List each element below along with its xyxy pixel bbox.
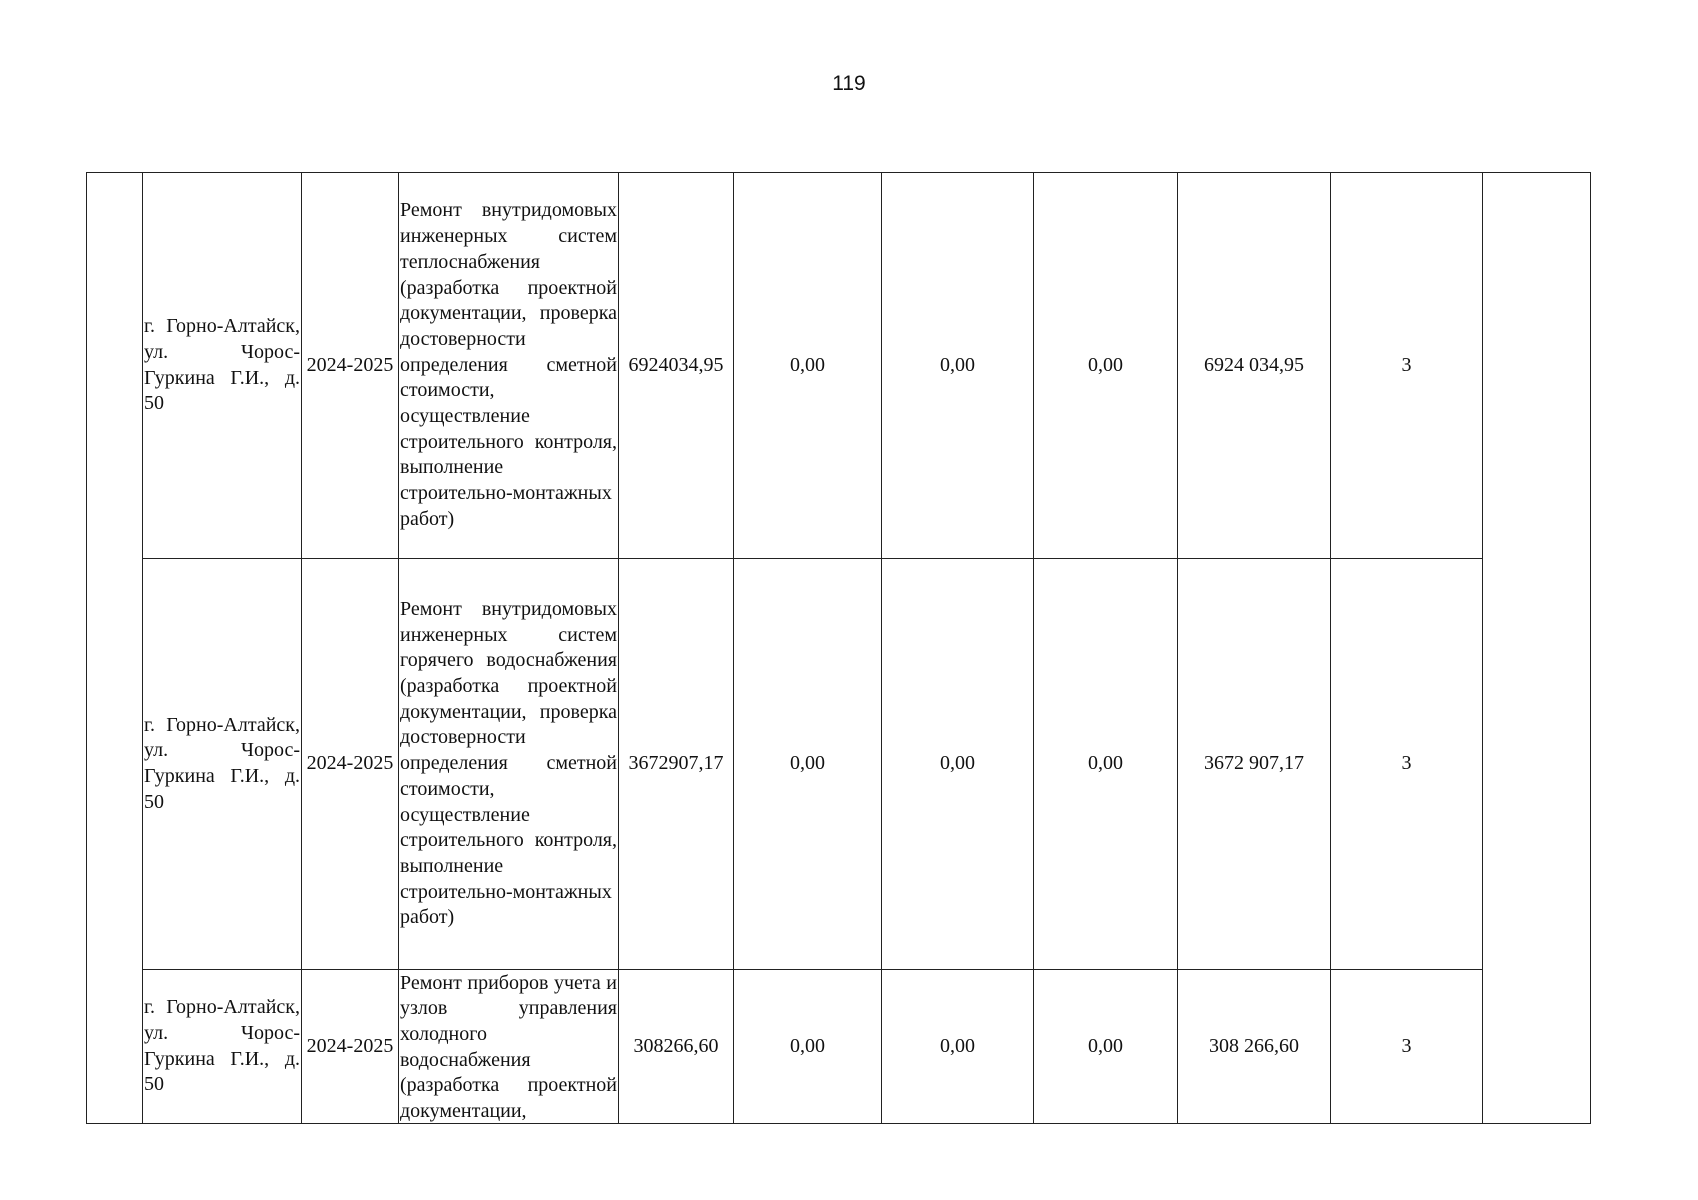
funding-3-cell: 0,00 (1034, 173, 1178, 559)
code-cell: 3 (1331, 559, 1483, 970)
funding-4-cell: 3672 907,17 (1178, 559, 1331, 970)
funding-2-cell: 0,00 (882, 970, 1034, 1124)
work-description-cell (399, 970, 619, 1124)
total-cost-cell: 308266,60 (619, 970, 734, 1124)
table-row (87, 970, 1591, 1124)
row-number-cell (87, 173, 143, 1124)
years-cell: 2024-2025 (302, 173, 399, 559)
address-cell: г. Горно-Алтайск, ул. Чорос-Гуркина Г.И., д. 50 (143, 559, 302, 970)
address-cell: г. Горно-Алтайск, ул. Чорос-Гуркина Г.И., д. 50 (143, 173, 302, 559)
funding-1-cell: 0,00 (734, 559, 882, 970)
work-description-text: Ремонт приборов учета и узлов управления холодного водоснабжения (разработка проектной документации, (400, 971, 617, 1123)
funding-1-cell: 0,00 (734, 970, 882, 1124)
total-cost-cell: 3672907,17 (619, 559, 734, 970)
work-description-cell: Ремонт внутридомовых инженерных систем горячего водоснабжения (разработка проектной документации, проверка достоверности определения сметной стоимости, осуществление строительного контроля, выполнение строительно-монтажных работ) (399, 559, 619, 970)
address-cell: г. Горно-Алтайск, ул. Чорос-Гуркина Г.И., д. 50 (143, 970, 302, 1124)
code-cell: 3 (1331, 970, 1483, 1124)
table-row (87, 559, 1591, 970)
table-row (87, 173, 1591, 559)
work-description-cell: Ремонт внутридомовых инженерных систем теплоснабжения (разработка проектной документации, проверка достоверности определения сметной стоимости, осуществление строительного контроля, выполнение строительно-монтажных работ) (399, 173, 619, 559)
funding-3-cell: 0,00 (1034, 559, 1178, 970)
code-cell: 3 (1331, 173, 1483, 559)
page-number: 119 (832, 72, 866, 95)
funding-1-cell: 0,00 (734, 173, 882, 559)
years-cell: 2024-2025 (302, 970, 399, 1124)
funding-3-cell: 0,00 (1034, 970, 1178, 1124)
funding-2-cell: 0,00 (882, 559, 1034, 970)
years-cell: 2024-2025 (302, 559, 399, 970)
funding-4-cell: 6924 034,95 (1178, 173, 1331, 559)
repair-program-table (86, 172, 1591, 1124)
total-cost-cell: 6924034,95 (619, 173, 734, 559)
funding-4-cell: 308 266,60 (1178, 970, 1331, 1124)
funding-2-cell: 0,00 (882, 173, 1034, 559)
last-column-cell (1483, 173, 1591, 1124)
